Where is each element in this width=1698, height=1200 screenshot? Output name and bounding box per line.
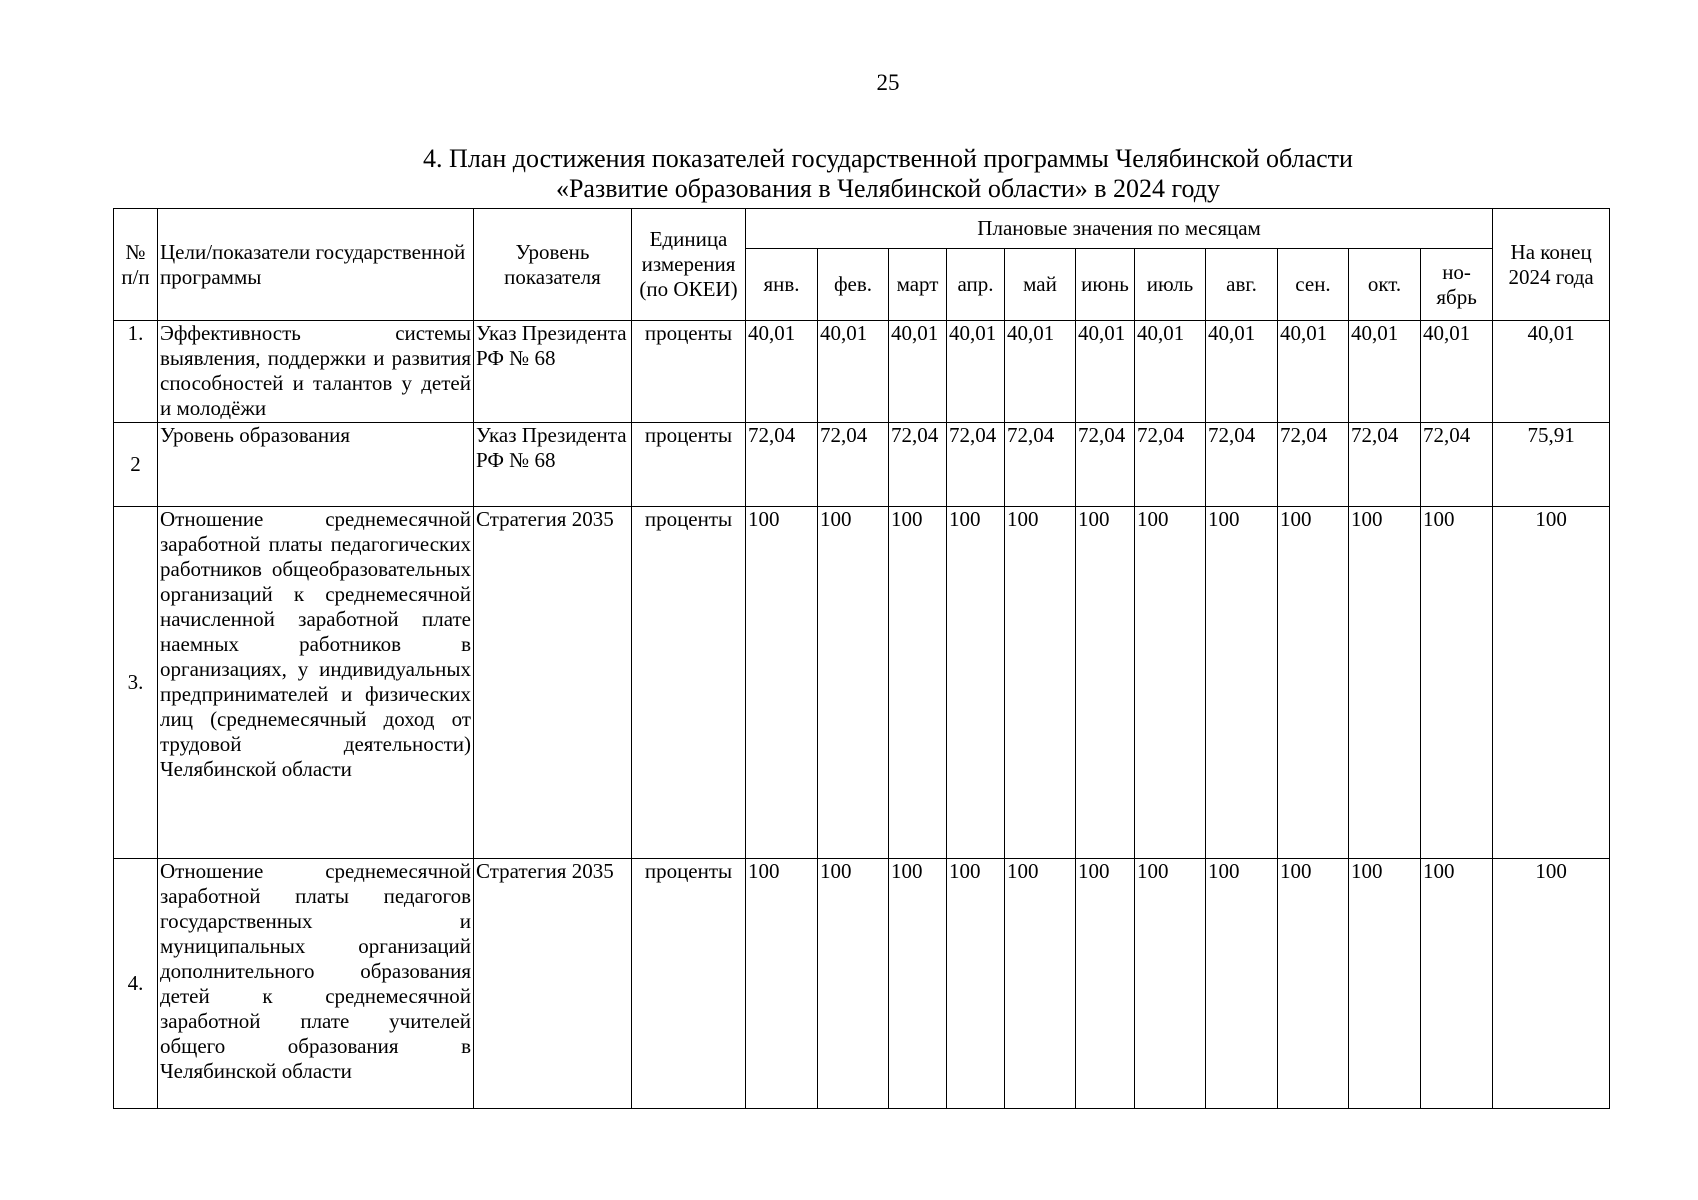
row-month-value: 72,04 [1135,423,1206,507]
header-month: сен. [1278,249,1349,321]
row-goal: Эффективность системы выявления, поддержки и развития способностей и талантов у детей и молодёжи [158,321,474,423]
header-year-end: На конец 2024 года [1493,209,1610,321]
row-month-value: 72,04 [1421,423,1493,507]
table-row [114,321,1610,423]
table-row [114,423,1610,507]
header-month: фев. [818,249,889,321]
row-goal: Отношение среднемесячной заработной платы педагогов государственных и муниципальных организаций дополнительного образования детей к среднемесячной заработной плате учителей общего образования в Челябинской области [158,859,474,1109]
row-level: Указ Президента РФ № 68 [474,423,632,507]
row-month-value: 100 [1005,507,1076,859]
row-month-value: 100 [1278,507,1349,859]
row-month-value: 100 [1421,507,1493,859]
row-month-value: 72,04 [818,423,889,507]
row-month-value: 100 [1076,507,1135,859]
row-year-end: 75,91 [1493,423,1610,507]
row-num: 3. [114,507,158,859]
row-month-value: 72,04 [1206,423,1278,507]
row-year-end: 100 [1493,507,1610,859]
row-month-value: 72,04 [889,423,947,507]
row-month-value: 100 [818,859,889,1109]
page-number: 25 [876,70,900,95]
row-unit: проценты [632,859,746,1109]
row-year-end: 40,01 [1493,321,1610,423]
indicators-plan-table [113,208,1610,1109]
header-month: март [889,249,947,321]
header-num: № п/п [114,209,158,321]
header-unit: Единица измерения (по ОКЕИ) [632,209,746,321]
row-month-value: 100 [1421,859,1493,1109]
row-month-value: 100 [1005,859,1076,1109]
row-level: Указ Президента РФ № 68 [474,321,632,423]
table-row [114,507,1610,859]
row-month-value: 40,01 [818,321,889,423]
row-month-value: 100 [818,507,889,859]
row-month-value: 40,01 [1005,321,1076,423]
row-goal: Уровень образования [158,423,474,507]
title-line-1: 4. План достижения показателей государственной программы Челябинской области [423,144,1353,173]
row-month-value: 40,01 [1421,321,1493,423]
header-month: окт. [1349,249,1421,321]
row-month-value: 100 [746,507,818,859]
row-month-value: 100 [746,859,818,1109]
header-month: но-ябрь [1421,249,1493,321]
header-month: июнь [1076,249,1135,321]
row-goal: Отношение среднемесячной заработной платы педагогических работников общеобразовательных организаций к среднемесячной начисленной заработной плате наемных работников в организациях, у индивидуальных предпринимателей и физических лиц (среднемесячный доход от трудовой деятельности) Челябинской области [158,507,474,859]
header-month: янв. [746,249,818,321]
row-month-value: 100 [889,859,947,1109]
row-unit: проценты [632,423,746,507]
row-num: 4. [114,859,158,1109]
row-month-value: 40,01 [1076,321,1135,423]
row-month-value: 40,01 [1278,321,1349,423]
row-num: 1. [114,321,158,423]
row-month-value: 100 [889,507,947,859]
row-unit: проценты [632,321,746,423]
row-month-value: 40,01 [1349,321,1421,423]
document-title [0,144,1698,204]
header-monthly-group: Плановые значения по месяцам [746,209,1493,249]
header-level: Уровень показателя [474,209,632,321]
row-month-value: 40,01 [889,321,947,423]
row-month-value: 72,04 [1349,423,1421,507]
row-month-value: 40,01 [1135,321,1206,423]
row-month-value: 100 [1278,859,1349,1109]
row-month-value: 100 [947,859,1005,1109]
header-goal: Цели/показатели государственной программы [158,209,474,321]
row-month-value: 100 [1349,859,1421,1109]
row-month-value: 72,04 [947,423,1005,507]
row-month-value: 40,01 [1206,321,1278,423]
row-month-value: 40,01 [746,321,818,423]
row-month-value: 100 [1349,507,1421,859]
row-month-value: 40,01 [947,321,1005,423]
title-line-2: «Развитие образования в Челябинской области» в 2024 году [555,174,1221,203]
row-unit: проценты [632,507,746,859]
row-num: 2 [114,423,158,507]
row-month-value: 100 [1135,859,1206,1109]
row-month-value: 72,04 [1278,423,1349,507]
row-month-value: 100 [1135,507,1206,859]
row-month-value: 100 [1206,507,1278,859]
row-year-end: 100 [1493,859,1610,1109]
row-month-value: 72,04 [746,423,818,507]
table-row [114,859,1610,1109]
row-month-value: 72,04 [1076,423,1135,507]
row-month-value: 100 [1206,859,1278,1109]
row-month-value: 72,04 [1005,423,1076,507]
header-month: апр. [947,249,1005,321]
header-month: май [1005,249,1076,321]
row-level: Стратегия 2035 [474,507,632,859]
row-month-value: 100 [1076,859,1135,1109]
row-month-value: 100 [947,507,1005,859]
row-level: Стратегия 2035 [474,859,632,1109]
header-month: июль [1135,249,1206,321]
header-month: авг. [1206,249,1278,321]
